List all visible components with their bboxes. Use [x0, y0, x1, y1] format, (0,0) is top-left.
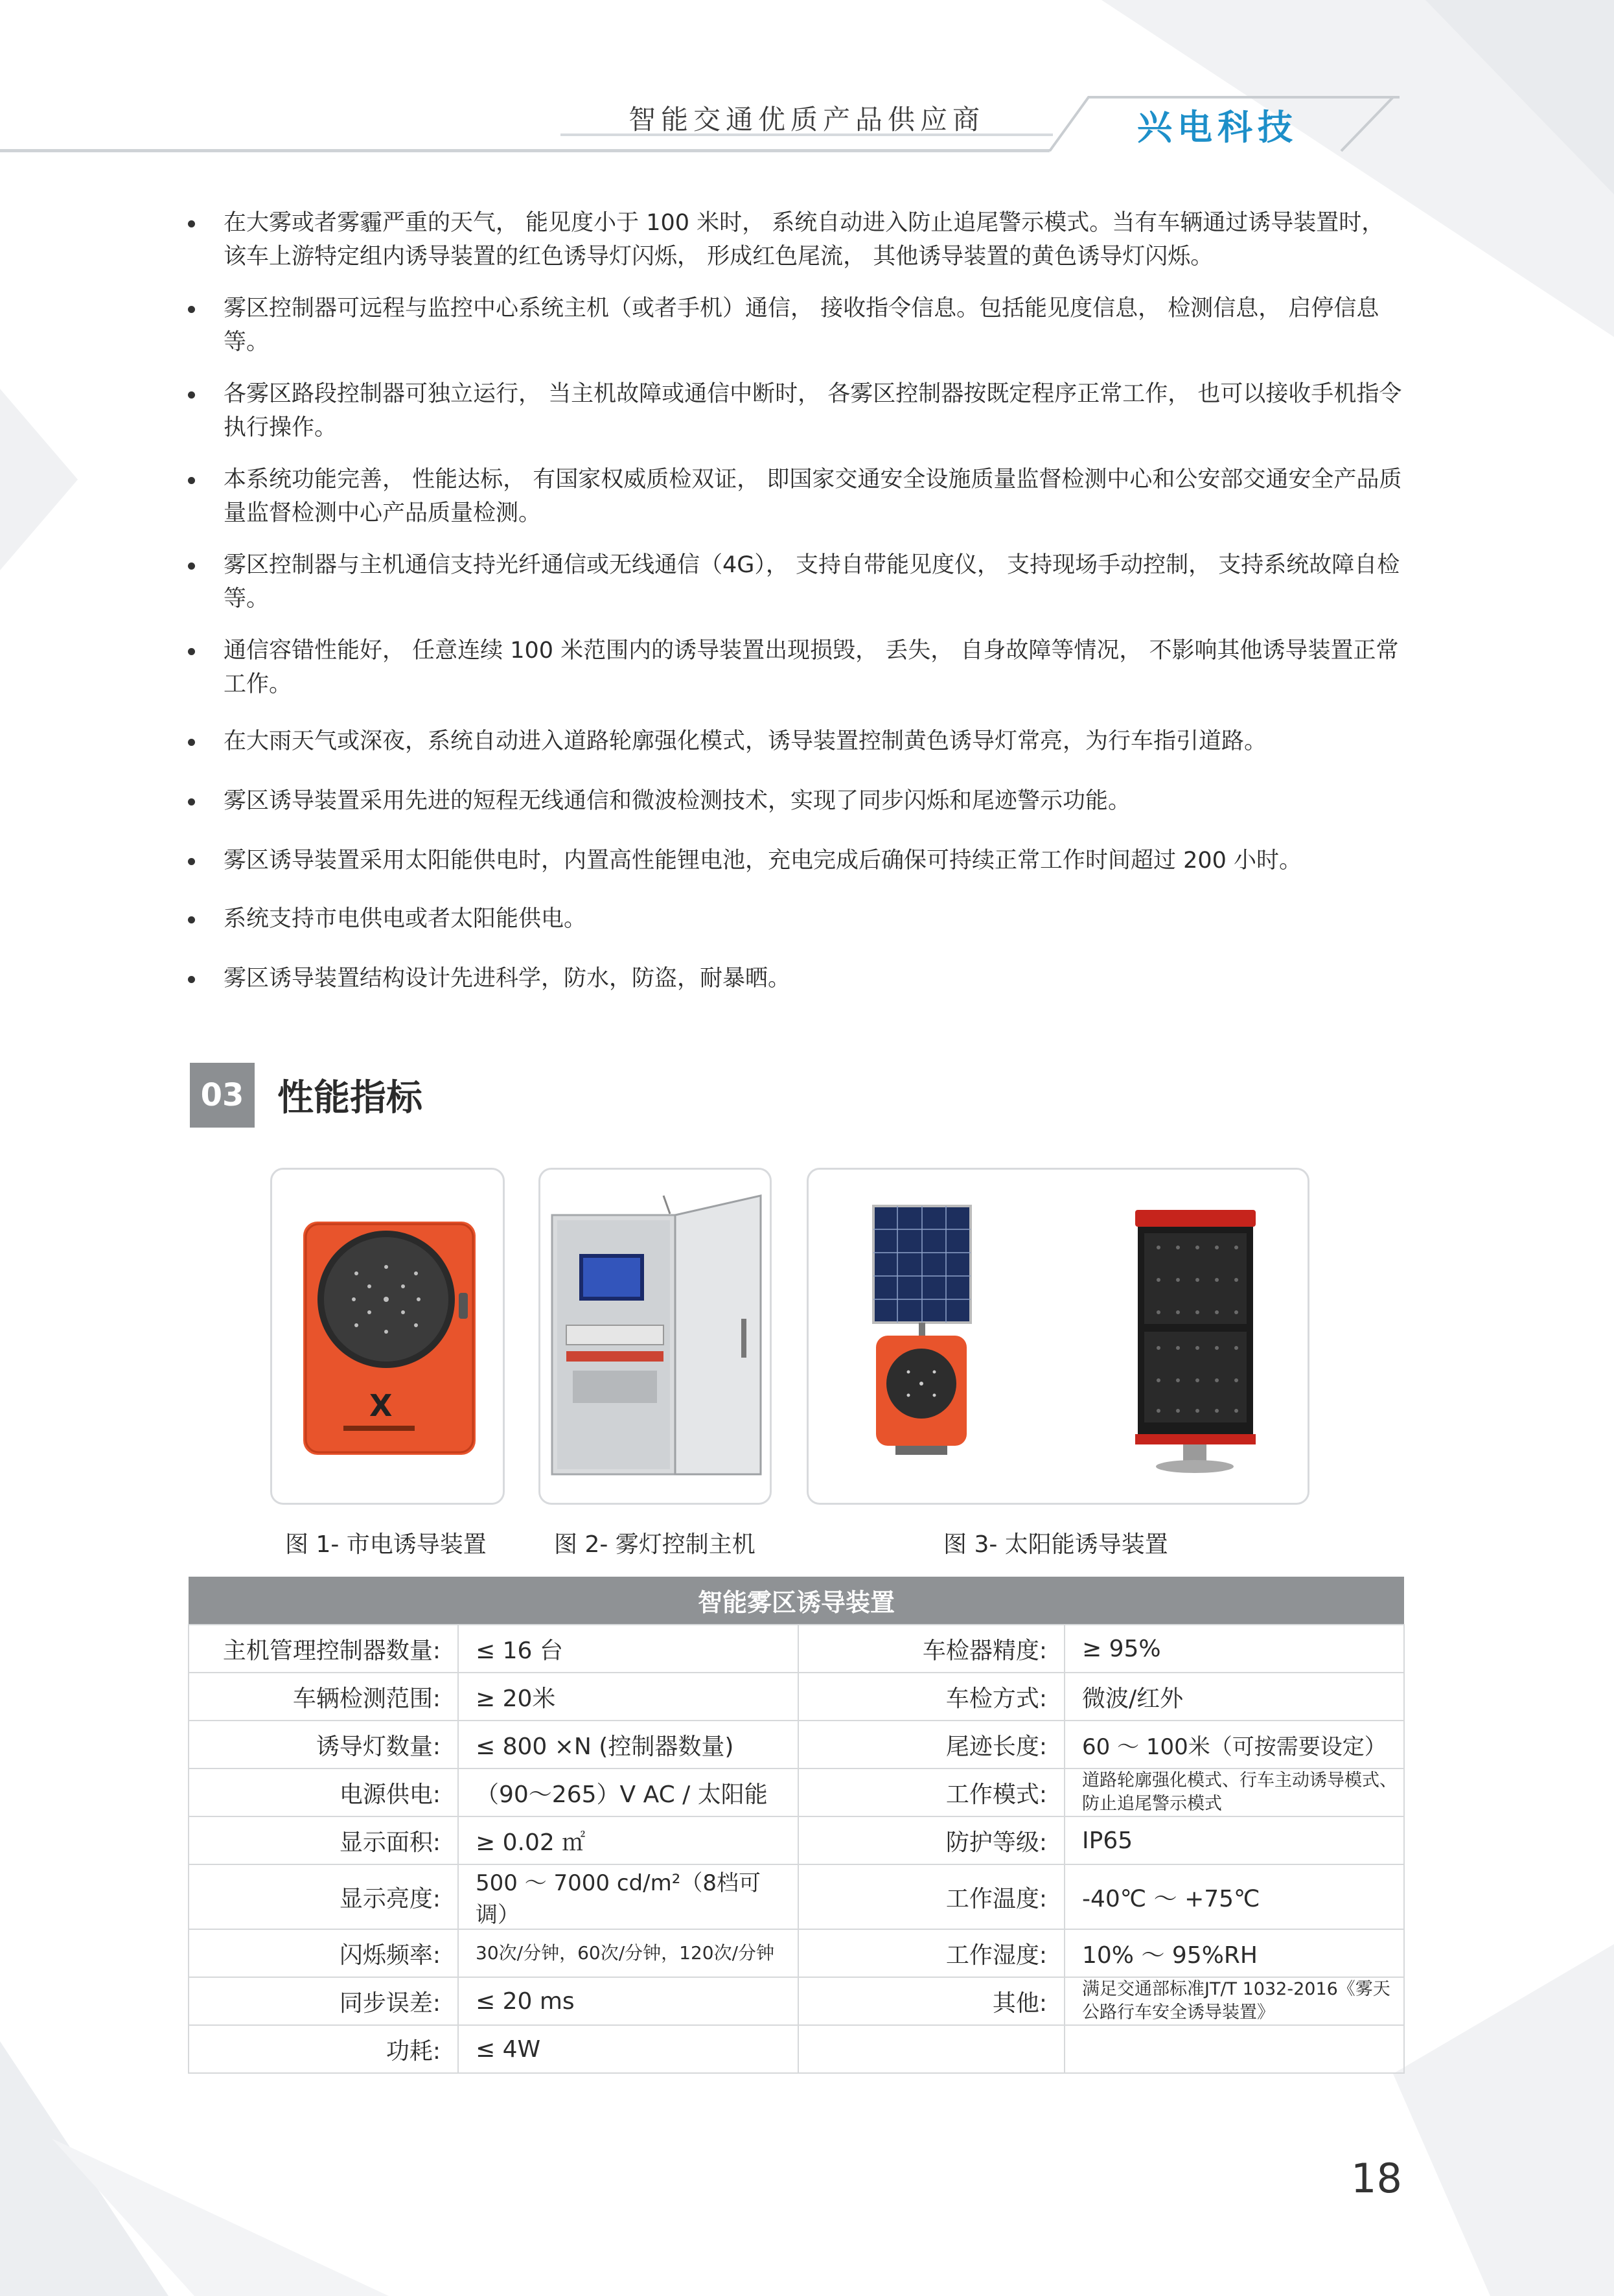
list-item: 雾区控制器与主机通信支持光纤通信或无线通信（4G）， 支持自带能见度仪， 支持现场手动控制， 支持系统故障自检等。: [188, 548, 1406, 616]
spec-value: 500 ～ 7000 cd/m²（8档可调）: [458, 1864, 798, 1929]
brand-logo-text: 兴电科技: [1137, 107, 1298, 148]
list-item: 雾区控制器可远程与监控中心系统主机（或者手机）通信， 接收指令信息。包括能见度信息， 检测信息， 启停信息等。: [188, 292, 1406, 359]
spec-label: 工作湿度:: [798, 1929, 1065, 1977]
spec-label: 尾迹长度:: [798, 1721, 1065, 1768]
section-title: 性能指标: [277, 1077, 422, 1119]
bullet-icon: [188, 916, 195, 923]
table-row: [189, 1929, 1404, 1977]
spec-value: （90～265）V AC / 太阳能: [458, 1768, 798, 1816]
table-row: [189, 1977, 1404, 2025]
spec-label: 闪烁频率:: [189, 1929, 458, 1977]
bullet-icon: [188, 739, 195, 746]
list-item: 雾区诱导装置结构设计先进科学，防水，防盗，耐暴晒。: [188, 962, 1406, 995]
spec-value: ≤ 800 ×N (控制器数量): [458, 1721, 798, 1768]
table-header-row: [189, 1577, 1404, 1625]
mains-guidance-device-image: [272, 1170, 505, 1505]
list-item: 雾区诱导装置采用太阳能供电时，内置高性能锂电池，充电完成后确保可持续正常工作时间超过 200 小时。: [188, 844, 1406, 877]
figure-caption: 图 1- 市电诱导装置: [285, 1531, 487, 1558]
spec-value: ≥ 0.02 ㎡: [458, 1816, 798, 1864]
bullet-icon: [188, 391, 195, 399]
solar-guidance-device-image: [809, 1170, 1309, 1505]
spec-label: 车检器精度:: [798, 1625, 1065, 1673]
spec-label: 显示面积:: [189, 1816, 458, 1864]
list-item: 各雾区路段控制器可独立运行， 当主机故障或通信中断时， 各雾区控制器按既定程序正常工作， 也可以接收手机指令执行操作。: [188, 377, 1406, 445]
table-row: [189, 1864, 1404, 1929]
page-number: 18: [1351, 2155, 1402, 2202]
bullet-icon: [188, 306, 195, 313]
bullet-icon: [188, 562, 195, 570]
bullet-icon: [188, 976, 195, 983]
feature-list: [188, 206, 1406, 995]
table-row: [189, 1625, 1404, 1673]
spec-label: 车辆检测范围:: [189, 1673, 458, 1721]
table-row: [189, 1721, 1404, 1768]
list-item: 在大雾或者雾霾严重的天气， 能见度小于 100 米时， 系统自动进入防止追尾警示模式。当有车辆通过诱导装置时，该车上游特定组内诱导装置的红色诱导灯闪烁， 形成红色尾流， 其他诱导装置的黄色诱导灯闪烁。: [188, 206, 1406, 273]
spec-label: 车检方式:: [798, 1673, 1065, 1721]
spec-value: ≤ 20 ms: [458, 1977, 798, 2025]
spec-value: IP65: [1065, 1816, 1404, 1864]
bullet-icon: [188, 858, 195, 865]
figure-card: [538, 1168, 772, 1505]
spec-label: 工作温度:: [798, 1864, 1065, 1929]
figure-card: [270, 1168, 505, 1505]
spec-value: 60 ～ 100米（可按需要设定）: [1065, 1721, 1404, 1768]
bullet-icon: [188, 648, 195, 655]
bullet-icon: [188, 798, 195, 806]
table-row: [189, 1768, 1404, 1816]
spec-value: 30次/分钟，60次/分钟，120次/分钟: [458, 1929, 798, 1977]
bullet-icon: [188, 477, 195, 484]
spec-label: 同步误差:: [189, 1977, 458, 2025]
spec-value: 微波/红外: [1065, 1673, 1404, 1721]
spec-value: 10% ～ 95%RH: [1065, 1929, 1404, 1977]
table-row: [189, 1816, 1404, 1864]
spec-label: 防护等级:: [798, 1816, 1065, 1864]
section-number: 03: [190, 1063, 255, 1128]
spec-label: 电源供电:: [189, 1768, 458, 1816]
list-item: 本系统功能完善， 性能达标， 有国家权威质检双证， 即国家交通安全设施质量监督检测中心和公安部交通安全产品质量监督检测中心产品质量检测。: [188, 463, 1406, 530]
list-item: 系统支持市电供电或者太阳能供电。: [188, 902, 1406, 936]
table-row: [189, 1673, 1404, 1721]
list-item: 雾区诱导装置采用先进的短程无线通信和微波检测技术，实现了同步闪烁和尾迹警示功能。: [188, 784, 1406, 818]
table-row: [189, 2025, 1404, 2073]
page-header: [0, 91, 1614, 156]
spec-value: ≥ 20米: [458, 1673, 798, 1721]
spec-label: 显示亮度:: [189, 1864, 458, 1929]
svg-text:X: X: [369, 1388, 393, 1423]
spec-label: [798, 2025, 1065, 2073]
list-item: 通信容错性能好， 任意连续 100 米范围内的诱导装置出现损毁， 丢失， 自身故障等情况， 不影响其他诱导装置正常工作。: [188, 634, 1406, 701]
spec-label: 主机管理控制器数量:: [189, 1625, 458, 1673]
figure-caption: 图 3- 太阳能诱导装置: [943, 1531, 1168, 1558]
spec-label: 其他:: [798, 1977, 1065, 2025]
spec-value: 满足交通部标准JT/T 1032-2016《雾天公路行车安全诱导装置》: [1065, 1977, 1404, 2025]
list-item: 在大雨天气或深夜，系统自动进入道路轮廓强化模式，诱导装置控制黄色诱导灯常亮，为行车指引道路。: [188, 725, 1406, 758]
table-title: 智能雾区诱导装置: [189, 1577, 1404, 1625]
figure-caption: 图 2- 雾灯控制主机: [554, 1531, 755, 1558]
figure-card: [807, 1168, 1309, 1505]
spec-label: 功耗:: [189, 2025, 458, 2073]
spec-value: ≤ 16 台: [458, 1625, 798, 1673]
spec-value: -40℃ ～ +75℃: [1065, 1864, 1404, 1929]
header-rule: [0, 149, 1050, 152]
spec-value: ≤ 4W: [458, 2025, 798, 2073]
spec-value: [1065, 2025, 1404, 2073]
spec-label: 工作模式:: [798, 1768, 1065, 1816]
header-tagline: 智能交通优质产品供应商: [628, 104, 986, 135]
bullet-icon: [188, 220, 195, 227]
fog-light-control-host-image: [540, 1170, 772, 1505]
spec-value: 道路轮廓强化模式、行车主动诱导模式、防止追尾警示模式: [1065, 1768, 1404, 1816]
spec-table: [188, 1577, 1405, 2074]
spec-label: 诱导灯数量:: [189, 1721, 458, 1768]
spec-value: ≥ 95%: [1065, 1625, 1404, 1673]
